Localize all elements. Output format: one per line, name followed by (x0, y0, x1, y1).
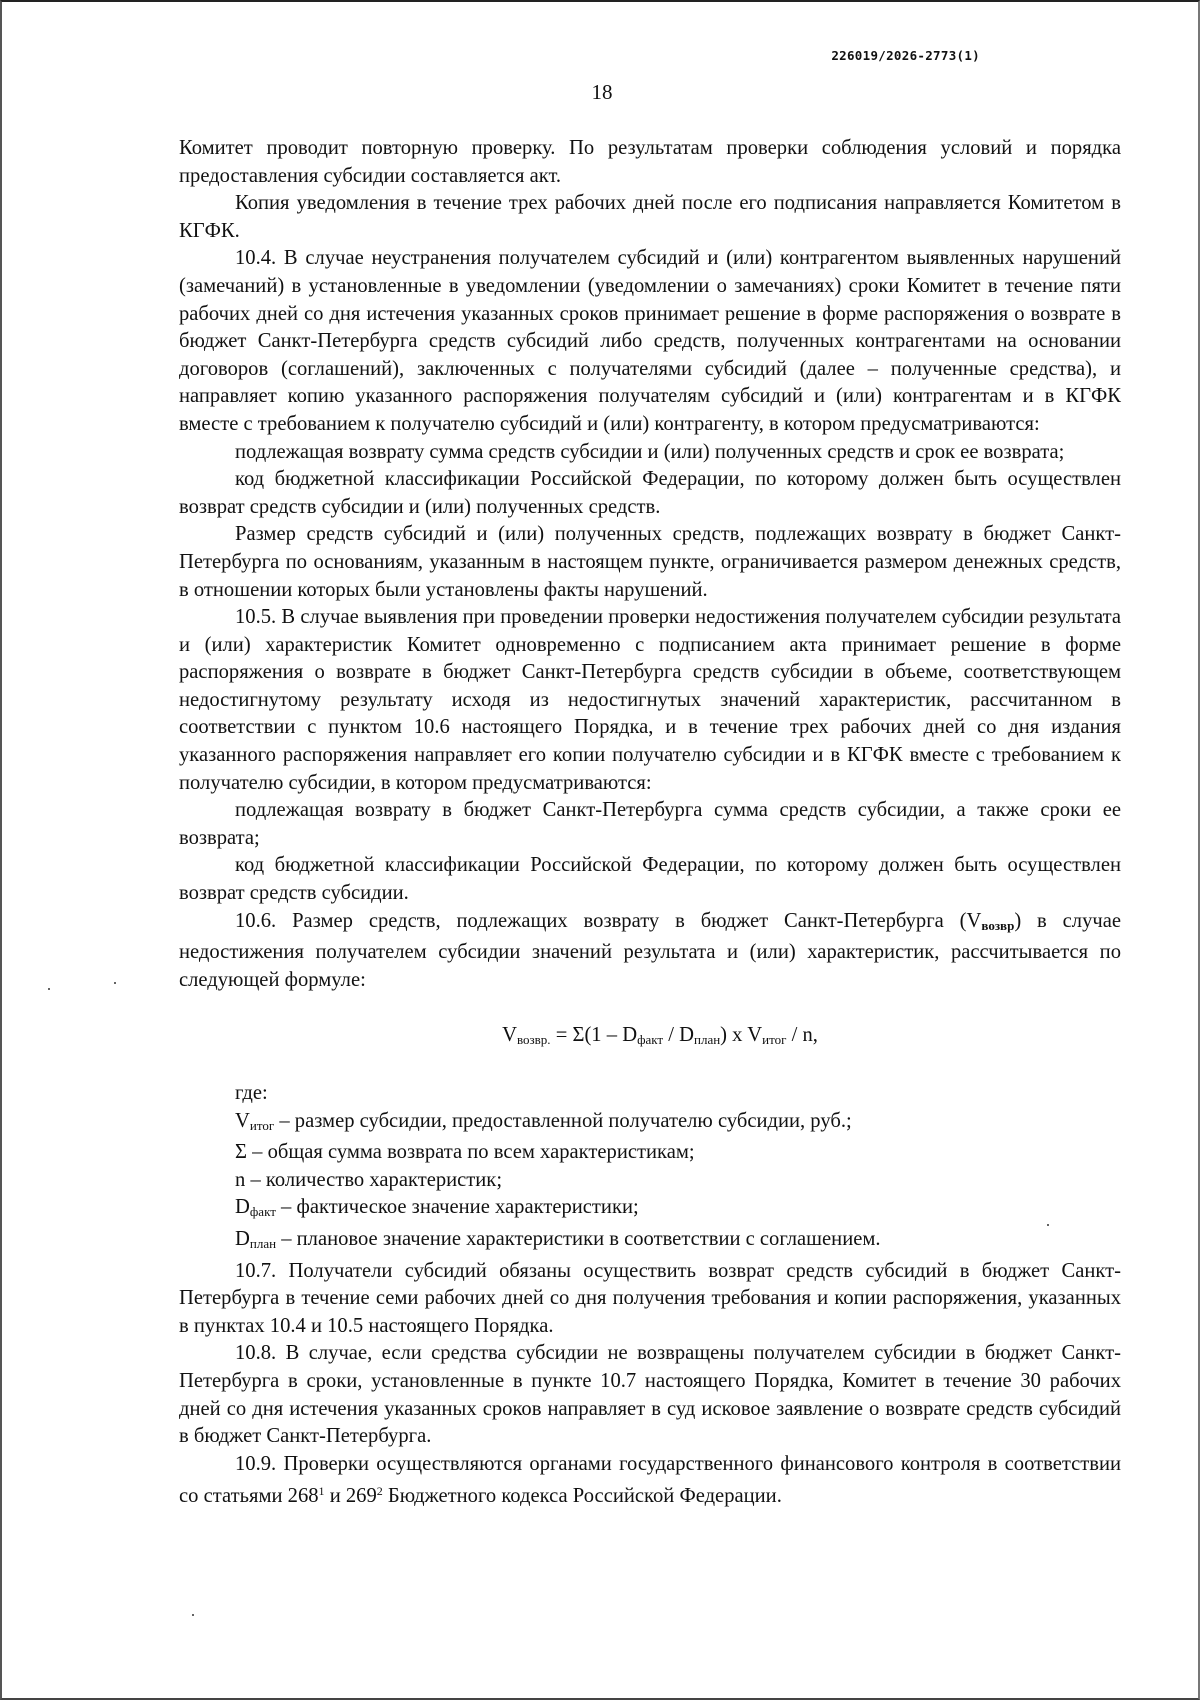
paragraph-10-6-subscript: возвр (981, 917, 1015, 933)
formula-divide: / D (663, 1024, 694, 1047)
formula-d-fact-subscript: факт (637, 1032, 664, 1048)
paragraph-10-6-text-end: ) в случае недостижения получателем субсидии значений результата и (или) характеристик, рассчитывается по следующей формуле: (179, 909, 1121, 991)
def-d-plan-text: – плановое значение характеристики в соответствии с соглашением. (276, 1227, 881, 1250)
formula-v-total-subscript: итог (762, 1032, 787, 1048)
def-d-fact-text: – фактическое значение характеристики; (275, 1196, 639, 1219)
paragraph-10-4: 10.4. В случае неустранения получателем субсидий и (или) контрагентом выявленных нарушений (замечаний) в установленные в уведомлении (уведомлении о замечаниях) сроки Комитет в течение пяти рабочих дней со дня истечения указанных сроков принимает решение в форме распоряжения о возврате в бюджет Санкт-Петербурга средств субсидий либо средств, полученных контрагентами на основании договоров (соглашений), заключенных с получателями субсидий (далее – полученные средства), и направляет копию указанного распоряжения получателям субсидий и (или) контрагентам и в КГФК вместе с требованием к получателю субсидий и (или) контрагенту, в котором предусматриваются: (179, 247, 1121, 435)
definition-d-fact (179, 1194, 1121, 1226)
scan-speck (192, 1614, 194, 1616)
paragraph-10-4-item-sum: подлежащая возврату сумма средств субсидии и (или) полученных средств и срок ее возврата; (235, 440, 1065, 463)
definition-n: n – количество характеристик; (235, 1168, 503, 1191)
formula-d-plan-subscript: план (694, 1032, 721, 1048)
paragraph-10-8: 10.8. В случае, если средства субсидии не возвращены получателем субсидии в бюджет Санкт-Петербурга в сроки, установленные в пункте 10.7 настоящего Порядка, Комитет в течение 30 рабочих дней со дня истечения указанных сроков направляет в суд исковое заявление о возврате средств субсидий в бюджет Санкт-Петербурга. (179, 1342, 1121, 1448)
paragraph-10-6 (179, 908, 1121, 995)
article-268-superscript: 1 (318, 1484, 325, 1499)
paragraph-continuation: Комитет проводит повторную проверку. По результатам проверки соблюдения условий и порядка предоставления субсидии составляется акт. (179, 137, 1121, 187)
return-formula (179, 1022, 1121, 1054)
scan-speck (114, 982, 116, 984)
paragraph-10-9-mid: и 269 (324, 1485, 377, 1508)
page-number: 18 (591, 80, 613, 104)
def-v-symbol: V (235, 1109, 250, 1132)
formula-tail: / n, (786, 1024, 818, 1047)
document-reference-number: 226019/2026-2773(1) (831, 48, 980, 63)
article-269-superscript: 2 (376, 1484, 383, 1499)
paragraph-10-7: 10.7. Получатели субсидий обязаны осуществить возврат средств субсидий в бюджет Санкт-Петербурга в течение семи рабочих дней со дня получения требования и копии распоряжения, указанных в пунктах 10.4 и 10.5 настоящего Порядка. (179, 1259, 1121, 1337)
definition-sigma: Σ – общая сумма возврата по всем характеристикам; (235, 1141, 695, 1164)
paragraph-10-4-item-code: код бюджетной классификации Российской Федерации, по которому должен быть осуществлен возврат средств субсидии и (или) полученных средств. (179, 468, 1121, 518)
paragraph-10-9 (179, 1451, 1121, 1511)
def-v-subscript: итог (249, 1117, 275, 1133)
formula-v-symbol: V (502, 1024, 517, 1047)
def-d-plan-subscript: план (249, 1235, 277, 1251)
paragraph-10-4-limit: Размер средств субсидий и (или) полученных средств, подлежащих возврату в бюджет Санкт-Петербурга по основаниям, указанным в настоящем пункте, ограничивается размером денежных средств, в отношении которых были установлены факты нарушений. (179, 523, 1121, 601)
paragraph-copy-notice: Копия уведомления в течение трех рабочих дней после его подписания направляется Комитетом в КГФК. (179, 192, 1121, 242)
paragraph-10-5: 10.5. В случае выявления при проведении проверки недостижения получателем субсидии результата и (или) характеристик Комитет одновременно с подписанием акта принимает решение в форме распоряжения о возврате в бюджет Санкт-Петербурга средств субсидии в объеме, соответствующем недостигнутому результату исходя из недостигнутых значений характеристик, рассчитанном в соответствии с пунктом 10.6 настоящего Порядка, и в течение трех рабочих дней со дня издания указанного распоряжения направляет его копии получателю субсидии и в КГФК вместе с требованием к получателю субсидии, в котором предусматриваются: (179, 606, 1121, 794)
definition-d-plan (179, 1226, 1121, 1258)
formula-multiply: ) x V (720, 1024, 763, 1047)
scan-speck (1047, 1224, 1049, 1226)
paragraph-10-9-end: Бюджетного кодекса Российской Федерации. (382, 1485, 782, 1508)
scan-speck (48, 988, 50, 990)
def-d-fact-symbol: D (235, 1196, 250, 1219)
formula-v-return-subscript: возвр. (516, 1032, 551, 1048)
paragraph-10-5-item-code: код бюджетной классификации Российской Федерации, по которому должен быть осуществлен возврат средств субсидии. (179, 854, 1121, 905)
def-v-text: – размер субсидии, предоставленной получателю субсидии, руб.; (274, 1109, 852, 1132)
definitions-intro: где: (235, 1082, 268, 1104)
paragraph-10-9-text: 10.9. Проверки осуществляются органами государственного финансового контроля в соответствии со статьями 268 (179, 1452, 1121, 1508)
definition-v-total (179, 1108, 1121, 1140)
formula-sum-open: = Σ(1 – D (550, 1024, 638, 1047)
def-d-fact-subscript: факт (249, 1204, 276, 1220)
document-body (179, 135, 1121, 1511)
paragraph-10-5-item-sum: подлежащая возврату в бюджет Санкт-Петербурга сумма средств субсидии, а также сроки ее возврата; (179, 799, 1121, 849)
paragraph-10-6-text: 10.6. Размер средств, подлежащих возврату в бюджет Санкт-Петербурга (V (235, 909, 982, 932)
def-d-plan-symbol: D (235, 1227, 250, 1250)
